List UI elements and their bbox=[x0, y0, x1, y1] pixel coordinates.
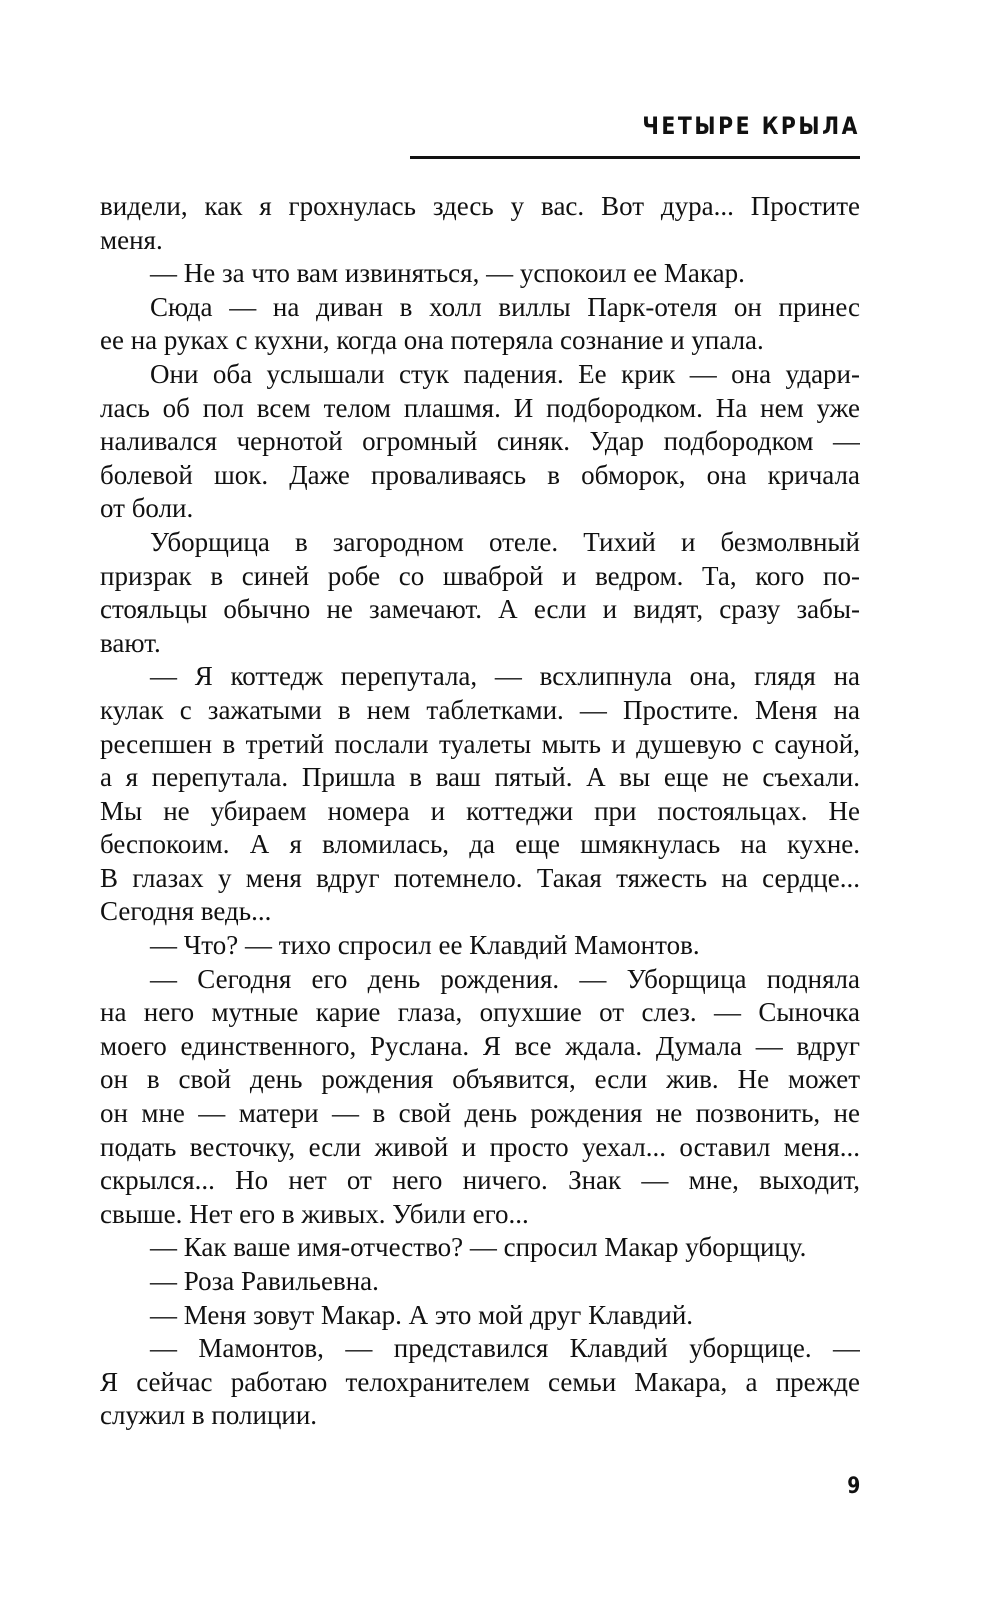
text-line: — Что? — тихо спросил ее Клавдий Мамонтов. bbox=[150, 930, 700, 961]
text-line: на него мутные карие глаза, опухшие от слез. — Сыночка bbox=[100, 997, 860, 1028]
text-line: — Как ваше имя-отчество? — спросил Макар уборщицу. bbox=[150, 1232, 807, 1263]
text-line: Уборщица в загородном отеле. Тихий и безмолвный bbox=[150, 526, 860, 557]
text-line: Сегодня ведь... bbox=[100, 896, 272, 927]
text-line: он в свой день рождения объявится, если жив. Не может bbox=[100, 1064, 860, 1095]
running-head-title: ЧЕТЫРЕ КРЫЛА bbox=[642, 112, 860, 140]
text-line: свыше. Нет его в живых. Убили его... bbox=[100, 1198, 529, 1229]
text-line: — Не за что вам извиняться, — успокоил ее Макар. bbox=[150, 258, 745, 289]
text-line: призрак в синей робе со шваброй и ведром. Та, кого по- bbox=[100, 560, 860, 591]
text-line: — Сегодня его день рождения. — Уборщица подняла bbox=[150, 963, 860, 994]
text-line: меня. bbox=[100, 224, 163, 255]
text-line: кулак с зажатыми в нем таблетками. — Простите. Меня на bbox=[100, 694, 860, 725]
text-line: стояльцы обычно не замечают. А если и видят, сразу забы- bbox=[100, 594, 860, 625]
text-line: служил в полиции. bbox=[100, 1400, 318, 1431]
body-text bbox=[100, 190, 860, 1433]
page-number: 9 bbox=[846, 1474, 860, 1499]
text-line: Я сейчас работаю телохранителем семьи Макара, а прежде bbox=[100, 1366, 860, 1397]
text-line: от боли. bbox=[100, 493, 194, 524]
text-line: вают. bbox=[100, 627, 161, 658]
text-line: — Мамонтов, — представился Клавдий уборщице. — bbox=[150, 1333, 860, 1364]
header-rule bbox=[410, 156, 860, 159]
text-line: — Роза Равильевна. bbox=[150, 1266, 379, 1296]
text-line: подать весточку, если живой и просто уехал... оставил меня... bbox=[100, 1131, 860, 1162]
text-line: моего единственного, Руслана. Я все ждала. Думала — вдруг bbox=[100, 1030, 860, 1061]
text-line: лась об пол всем телом плашмя. И подбородком. На нем уже bbox=[100, 392, 860, 423]
text-line: Мы не убираем номера и коттеджи при постояльцах. Не bbox=[100, 795, 860, 826]
text-line: скрылся... Но нет от него ничего. Знак — мне, выходит, bbox=[100, 1165, 860, 1196]
text-line: беспокоим. А я вломилась, да еще шмякнулась на кухне. bbox=[100, 829, 860, 860]
text-line: болевой шок. Даже проваливаясь в обморок, она кричала bbox=[100, 459, 860, 490]
text-line: он мне — матери — в свой день рождения не позвонить, не bbox=[100, 1098, 860, 1129]
text-line: — Я коттедж перепутала, — всхлипнула она, глядя на bbox=[150, 661, 860, 692]
text-line: видели, как я грохнулась здесь у вас. Вот дура... Простите bbox=[100, 191, 860, 221]
text-line: В глазах у меня вдруг потемнело. Такая тяжесть на сердце... bbox=[100, 862, 860, 893]
text-line: а я перепутала. Пришла в ваш пятый. А вы еще не съехали. bbox=[100, 762, 860, 793]
text-line: ее на руках с кухни, когда она потеряла сознание и упала. bbox=[100, 325, 764, 356]
text-line: Они оба услышали стук падения. Ее крик — она удари- bbox=[150, 358, 860, 389]
text-line: наливался чернотой огромный синяк. Удар подбородком — bbox=[100, 426, 860, 457]
text-line: — Меня зовут Макар. А это мой друг Клавдий. bbox=[150, 1299, 694, 1330]
text-line: ресепшен в третий послали туалеты мыть и душевую с сауной, bbox=[100, 728, 860, 759]
text-line: Сюда — на диван в холл виллы Парк-отеля он принес bbox=[150, 291, 860, 322]
